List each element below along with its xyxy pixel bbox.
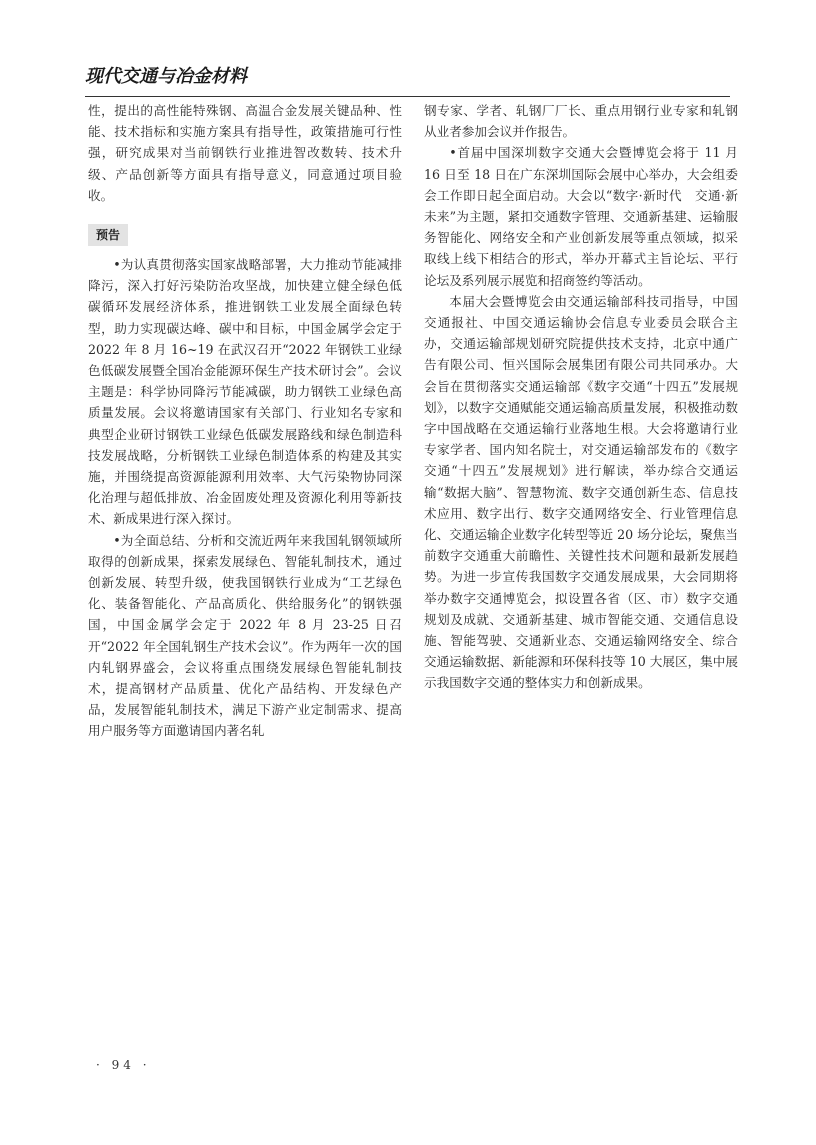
announcement-digital-traffic-expo: •首届中国深圳数字交通大会暨博览会将于 11 月 16 日至 18 日在广东深圳国际会展中心举办，大会组委会工作即日起全面启动。大会以“数字·新时代 交通·新未来”为主题，紧扣交通数字管理、交通新基建、运输服务智能化、网络安全和产业创新发展等重点领域，拟采取线上线下相结合的形式，举办开幕式主旨论坛、平行论坛及系列展示展览和招商签约等活动。 [424, 145, 738, 288]
page-number: · 94 · [96, 1058, 151, 1072]
journal-title: 现代交通与冶金材料 [85, 66, 247, 87]
left-continuation-text: 性，提出的高性能特殊钢、高温合金发展关键品种、性能、技术指标和实施方案具有指导性，政策措施可行性强，研究成果对当前钢铁行业推进智改数转、技术升级、产品创新等方面具有指导意义，同意通过项目验收。 [88, 103, 402, 203]
right-column [424, 100, 738, 694]
right-continuation-text: 钢专家、学者、轧钢厂厂长、重点用钢行业专家和轧钢从业者参加会议并作报告。 [424, 103, 738, 140]
header-rule [85, 96, 730, 97]
expo-organizers-paragraph: 本届大会暨博览会由交通运输部科技司指导，中国交通报社、中国交通运输协会信息专业委员会联合主办，交通运输部规划研究院提供技术支持，北京中通广告有限公司、恒兴国际会展集团有限公司共同承办。大会旨在贯彻落实交通运输部《数字交通“十四五”发展规划》，以数字交通赋能交通运输高质量发展，积极推动数字中国战略在交通运输行业落地生根。大会将邀请行业专家学者、国内知名院士，对交通运输部发布的《数字交通“十四五”发展规划》进行解读，举办综合交通运输“数据大脑”、智慧物流、数字交通创新生态、信息技术应用、数字出行、数字交通网络安全、行业管理信息化、交通运输企业数字化转型等近 20 场分论坛，聚焦当前数字交通重大前瞻性、关键性技术问题和最新发展趋势。为进一步宣传我国数字交通发展成果，大会同期将举办数字交通博览会，拟设置各省（区、市）数字交通规划及成就、交通新基建、城市智能交通、交通信息设施、智能驾驶、交通新业态、交通运输网络安全、综合交通运输数据、新能源和环保科技等 10 大展区，集中展示我国数字交通的整体实力和创新成果。 [424, 293, 738, 691]
left-column [88, 100, 402, 742]
announcement-green-lowcarbon: •为认真贯彻落实国家战略部署，大力推动节能减排降污，深入打好污染防治攻坚战，加快建立健全绿色低碳循环发展经济体系，推进钢铁工业发展全面绿色转型，助力实现碳达峰、碳中和目标，中国金属学会定于 2022 年 8 月 16~19 在武汉召开“2022 年钢铁工业绿色低碳发展暨全国冶金能源环保生产技术研讨会”。会议主题是：科学协同降污节能减碳，助力钢铁工业绿色高质量发展。会议将邀请国家有关部门、行业知名专家和典型企业研讨钢铁工业绿色低碳发展路线和绿色制造科技发展战略，分析钢铁工业绿色制造体系的构建及其实施，并围绕提高资源能源利用效率、大气污染物协同深化治理与超低排放、冶金固废处理及资源化利用等新技术、新成果进行深入探讨。 [88, 257, 402, 527]
page-header [85, 58, 730, 98]
section-label-preview: 预告 [88, 224, 128, 246]
announcement-rolling-conference: •为全面总结、分析和交流近两年来我国轧钢领域所取得的创新成果，探索发展绿色、智能轧制技术，通过创新发展、转型升级，使我国钢铁行业成为“工艺绿色化、装备智能化、产品高质化、供给服务化”的钢铁强国，中国金属学会定于 2022 年 8 月 23-25 日召开“2022 年全国轧钢生产技术会议”。作为两年一次的国内轧钢界盛会，会议将重点围绕发展绿色智能轧制技术，提高钢材产品质量、优化产品结构、开发绿色产品，发展智能轧制技术，满足下游产业定制需求、提高用户服务等方面邀请国内著名轧 [88, 532, 402, 739]
